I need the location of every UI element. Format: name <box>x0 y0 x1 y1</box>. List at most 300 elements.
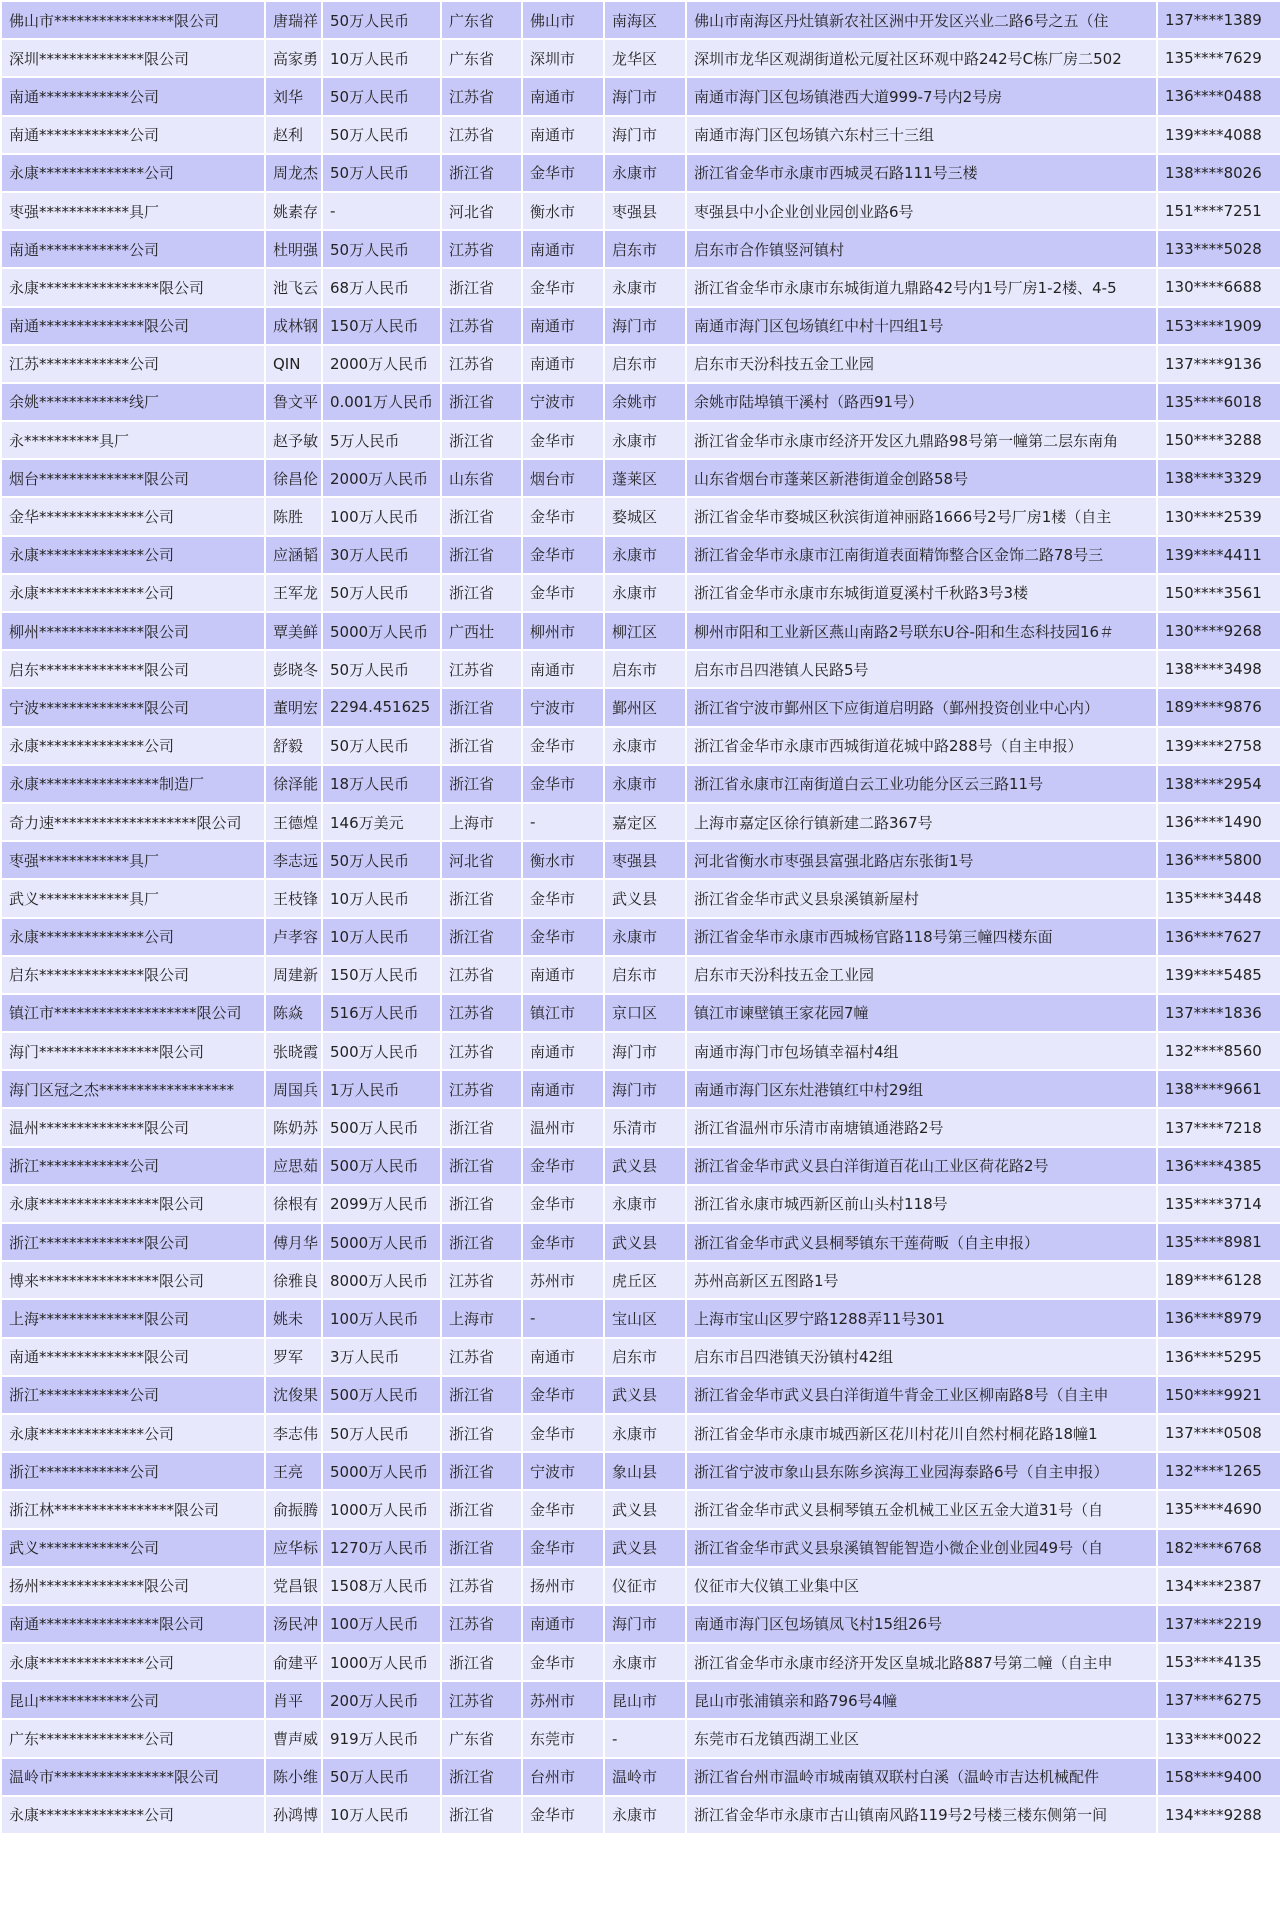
city-cell: 金华市 <box>523 1415 603 1451</box>
city-cell: 金华市 <box>523 575 603 611</box>
registered-capital-cell: 50万人民币 <box>323 1415 440 1451</box>
contact-person-cell: 汤民冲 <box>266 1606 321 1642</box>
table-row <box>2 1033 1280 1069</box>
contact-person-cell: 肖平 <box>266 1682 321 1718</box>
district-cell: 柳江区 <box>605 613 685 649</box>
table-row <box>2 422 1280 458</box>
district-cell: 启东市 <box>605 651 685 687</box>
table-row <box>2 957 1280 993</box>
contact-person-cell: 陈小维 <box>266 1759 321 1795</box>
province-cell: 浙江省 <box>442 422 521 458</box>
city-cell: 南通市 <box>523 957 603 993</box>
company-name-cell: 奇力速*******************限公司 <box>2 804 264 840</box>
registered-capital-cell: 5000万人民币 <box>323 613 440 649</box>
registered-capital-cell: 2000万人民币 <box>323 460 440 496</box>
table-row <box>2 1071 1280 1107</box>
address-cell: 上海市嘉定区徐行镇新建二路367号 <box>687 804 1156 840</box>
city-cell: 金华市 <box>523 1491 603 1527</box>
province-cell: 江苏省 <box>442 231 521 267</box>
province-cell: 江苏省 <box>442 1339 521 1375</box>
registered-capital-cell: 30万人民币 <box>323 537 440 573</box>
contact-person-cell: 王德煌 <box>266 804 321 840</box>
district-cell: 永康市 <box>605 766 685 802</box>
company-name-cell: 江苏************公司 <box>2 346 264 382</box>
phone-cell: 138****3329 <box>1158 460 1280 496</box>
contact-person-cell: 俞建平 <box>266 1644 321 1680</box>
district-cell: 鄞州区 <box>605 689 685 725</box>
contact-person-cell: 王亮 <box>266 1453 321 1489</box>
address-cell: 浙江省金华市永康市城西新区花川村花川自然村桐花路18幢1 <box>687 1415 1156 1451</box>
province-cell: 广东省 <box>442 40 521 76</box>
registered-capital-cell: 2294.451625 <box>323 689 440 725</box>
address-cell: 南通市海门区包场镇港西大道999-7号内2号房 <box>687 78 1156 114</box>
district-cell: 余姚市 <box>605 384 685 420</box>
province-cell: 浙江省 <box>442 537 521 573</box>
address-cell: 浙江省宁波市鄞州区下应街道启明路（鄞州投资创业中心内） <box>687 689 1156 725</box>
address-cell: 浙江省金华市永康市东城街道九鼎路42号内1号厂房1-2楼、4-5 <box>687 269 1156 305</box>
city-cell: 金华市 <box>523 537 603 573</box>
contact-person-cell: 李志远 <box>266 842 321 878</box>
registered-capital-cell: 500万人民币 <box>323 1033 440 1069</box>
phone-cell: 153****4135 <box>1158 1644 1280 1680</box>
contact-person-cell: 杜明强 <box>266 231 321 267</box>
address-cell: 佛山市南海区丹灶镇新农社区洲中开发区兴业二路6号之五（住 <box>687 2 1156 38</box>
city-cell: 金华市 <box>523 1530 603 1566</box>
table-row <box>2 1530 1280 1566</box>
province-cell: 浙江省 <box>442 1186 521 1222</box>
table-row <box>2 1759 1280 1795</box>
address-cell: 河北省衡水市枣强县富强北路店东张街1号 <box>687 842 1156 878</box>
registered-capital-cell: 5000万人民币 <box>323 1224 440 1260</box>
province-cell: 江苏省 <box>442 957 521 993</box>
district-cell: 婺城区 <box>605 498 685 534</box>
address-cell: 南通市海门市包场镇幸福村4组 <box>687 1033 1156 1069</box>
company-name-cell: 浙江************公司 <box>2 1453 264 1489</box>
address-cell: 浙江省金华市永康市古山镇南风路119号2号楼三楼东侧第一间 <box>687 1797 1156 1833</box>
registered-capital-cell: 50万人民币 <box>323 1759 440 1795</box>
address-cell: 东莞市石龙镇西湖工业区 <box>687 1720 1156 1756</box>
company-name-cell: 南通**************限公司 <box>2 308 264 344</box>
city-cell: 南通市 <box>523 231 603 267</box>
company-name-cell: 上海**************限公司 <box>2 1300 264 1336</box>
company-name-cell: 启东**************限公司 <box>2 957 264 993</box>
city-cell: 南通市 <box>523 1033 603 1069</box>
registered-capital-cell: 50万人民币 <box>323 842 440 878</box>
phone-cell: 132****8560 <box>1158 1033 1280 1069</box>
province-cell: 河北省 <box>442 193 521 229</box>
table-row <box>2 1682 1280 1718</box>
city-cell: 金华市 <box>523 269 603 305</box>
registered-capital-cell: 0.001万人民币 <box>323 384 440 420</box>
city-cell: 宁波市 <box>523 384 603 420</box>
province-cell: 浙江省 <box>442 155 521 191</box>
table-row <box>2 919 1280 955</box>
province-cell: 浙江省 <box>442 1644 521 1680</box>
district-cell: 昆山市 <box>605 1682 685 1718</box>
phone-cell: 150****3288 <box>1158 422 1280 458</box>
registered-capital-cell: 1508万人民币 <box>323 1568 440 1604</box>
registered-capital-cell: 1000万人民币 <box>323 1491 440 1527</box>
company-name-cell: 浙江**************限公司 <box>2 1224 264 1260</box>
address-cell: 昆山市张浦镇亲和路796号4幢 <box>687 1682 1156 1718</box>
district-cell: - <box>605 1720 685 1756</box>
registered-capital-cell: 500万人民币 <box>323 1148 440 1184</box>
contact-person-cell: 高家勇 <box>266 40 321 76</box>
address-cell: 浙江省金华市永康市西城灵石路111号三楼 <box>687 155 1156 191</box>
city-cell: 金华市 <box>523 766 603 802</box>
phone-cell: 189****6128 <box>1158 1262 1280 1298</box>
contact-person-cell: 赵予敏 <box>266 422 321 458</box>
province-cell: 江苏省 <box>442 1606 521 1642</box>
city-cell: 台州市 <box>523 1759 603 1795</box>
phone-cell: 153****1909 <box>1158 308 1280 344</box>
city-cell: 扬州市 <box>523 1568 603 1604</box>
table-row <box>2 1644 1280 1680</box>
city-cell: 深圳市 <box>523 40 603 76</box>
district-cell: 启东市 <box>605 1339 685 1375</box>
contact-person-cell: 彭晓冬 <box>266 651 321 687</box>
registered-capital-cell: 5000万人民币 <box>323 1453 440 1489</box>
address-cell: 苏州高新区五图路1号 <box>687 1262 1156 1298</box>
address-cell: 南通市海门区东灶港镇红中村29组 <box>687 1071 1156 1107</box>
phone-cell: 137****7218 <box>1158 1109 1280 1145</box>
province-cell: 浙江省 <box>442 1109 521 1145</box>
contact-person-cell: 陈奶苏 <box>266 1109 321 1145</box>
table-row <box>2 842 1280 878</box>
city-cell: 南通市 <box>523 1071 603 1107</box>
phone-cell: 136****8979 <box>1158 1300 1280 1336</box>
table-row <box>2 1415 1280 1451</box>
district-cell: 宝山区 <box>605 1300 685 1336</box>
registered-capital-cell: 8000万人民币 <box>323 1262 440 1298</box>
registered-capital-cell: 5万人民币 <box>323 422 440 458</box>
address-cell: 浙江省金华市永康市经济开发区九鼎路98号第一幢第二层东南角 <box>687 422 1156 458</box>
phone-cell: 182****6768 <box>1158 1530 1280 1566</box>
city-cell: 金华市 <box>523 1377 603 1413</box>
phone-cell: 134****2387 <box>1158 1568 1280 1604</box>
table-row <box>2 1262 1280 1298</box>
province-cell: 江苏省 <box>442 1071 521 1107</box>
contact-person-cell: 池飞云 <box>266 269 321 305</box>
district-cell: 乐清市 <box>605 1109 685 1145</box>
address-cell: 浙江省金华市永康市江南街道表面精饰整合区金饰二路78号三 <box>687 537 1156 573</box>
district-cell: 永康市 <box>605 919 685 955</box>
city-cell: 南通市 <box>523 78 603 114</box>
province-cell: 浙江省 <box>442 1453 521 1489</box>
city-cell: 金华市 <box>523 919 603 955</box>
address-cell: 上海市宝山区罗宁路1288弄11号301 <box>687 1300 1156 1336</box>
district-cell: 海门市 <box>605 78 685 114</box>
table-row <box>2 1453 1280 1489</box>
province-cell: 浙江省 <box>442 1491 521 1527</box>
contact-person-cell: 应华标 <box>266 1530 321 1566</box>
registered-capital-cell: 150万人民币 <box>323 957 440 993</box>
table-row <box>2 575 1280 611</box>
district-cell: 南海区 <box>605 2 685 38</box>
phone-cell: 137****2219 <box>1158 1606 1280 1642</box>
registered-capital-cell: 50万人民币 <box>323 728 440 764</box>
city-cell: 南通市 <box>523 308 603 344</box>
address-cell: 仪征市大仪镇工业集中区 <box>687 1568 1156 1604</box>
province-cell: 江苏省 <box>442 651 521 687</box>
contact-person-cell: 李志伟 <box>266 1415 321 1451</box>
address-cell: 山东省烟台市蓬莱区新港街道金创路58号 <box>687 460 1156 496</box>
table-row <box>2 117 1280 153</box>
company-name-cell: 镇江市*******************限公司 <box>2 995 264 1031</box>
table-row <box>2 651 1280 687</box>
company-name-cell: 永康**************公司 <box>2 155 264 191</box>
phone-cell: 137****1836 <box>1158 995 1280 1031</box>
registered-capital-cell: 3万人民币 <box>323 1339 440 1375</box>
city-cell: 金华市 <box>523 498 603 534</box>
phone-cell: 137****0508 <box>1158 1415 1280 1451</box>
phone-cell: 136****5295 <box>1158 1339 1280 1375</box>
table-row <box>2 1491 1280 1527</box>
table-row <box>2 689 1280 725</box>
city-cell: 宁波市 <box>523 689 603 725</box>
registered-capital-cell: 500万人民币 <box>323 1109 440 1145</box>
registered-capital-cell: 68万人民币 <box>323 269 440 305</box>
address-cell: 启东市合作镇竖河镇村 <box>687 231 1156 267</box>
phone-cell: 189****9876 <box>1158 689 1280 725</box>
company-name-cell: 枣强************具厂 <box>2 842 264 878</box>
province-cell: 河北省 <box>442 842 521 878</box>
registered-capital-cell: 50万人民币 <box>323 651 440 687</box>
company-name-cell: 浙江************公司 <box>2 1148 264 1184</box>
company-name-cell: 昆山************公司 <box>2 1682 264 1718</box>
city-cell: 镇江市 <box>523 995 603 1031</box>
contact-person-cell: 徐根有 <box>266 1186 321 1222</box>
registered-capital-cell: 516万人民币 <box>323 995 440 1031</box>
company-name-cell: 武义************具厂 <box>2 880 264 916</box>
contact-person-cell: 唐瑞祥 <box>266 2 321 38</box>
district-cell: 永康市 <box>605 269 685 305</box>
city-cell: 南通市 <box>523 651 603 687</box>
phone-cell: 138****3498 <box>1158 651 1280 687</box>
table-row <box>2 78 1280 114</box>
registered-capital-cell: 10万人民币 <box>323 919 440 955</box>
phone-cell: 130****2539 <box>1158 498 1280 534</box>
province-cell: 浙江省 <box>442 575 521 611</box>
phone-cell: 138****9661 <box>1158 1071 1280 1107</box>
company-name-cell: 烟台**************限公司 <box>2 460 264 496</box>
contact-person-cell: 成林钢 <box>266 308 321 344</box>
city-cell: 温州市 <box>523 1109 603 1145</box>
contact-person-cell: 陈焱 <box>266 995 321 1031</box>
table-row <box>2 1148 1280 1184</box>
contact-person-cell: 赵利 <box>266 117 321 153</box>
address-cell: 镇江市谏壁镇王家花园7幢 <box>687 995 1156 1031</box>
province-cell: 江苏省 <box>442 995 521 1031</box>
district-cell: 武义县 <box>605 1491 685 1527</box>
phone-cell: 135****6018 <box>1158 384 1280 420</box>
city-cell: 南通市 <box>523 1339 603 1375</box>
province-cell: 江苏省 <box>442 78 521 114</box>
phone-cell: 139****2758 <box>1158 728 1280 764</box>
company-name-cell: 广东**************公司 <box>2 1720 264 1756</box>
city-cell: 南通市 <box>523 346 603 382</box>
phone-cell: 136****4385 <box>1158 1148 1280 1184</box>
address-cell: 浙江省金华市永康市经济开发区皇城北路887号第二幢（自主申 <box>687 1644 1156 1680</box>
company-name-cell: 海门区冠之杰****************** <box>2 1071 264 1107</box>
registered-capital-cell: 50万人民币 <box>323 117 440 153</box>
province-cell: 江苏省 <box>442 1033 521 1069</box>
province-cell: 江苏省 <box>442 1568 521 1604</box>
table-row <box>2 880 1280 916</box>
company-name-cell: 扬州**************限公司 <box>2 1568 264 1604</box>
contact-person-cell: 陈胜 <box>266 498 321 534</box>
phone-cell: 137****9136 <box>1158 346 1280 382</box>
address-cell: 柳州市阳和工业新区燕山南路2号联东U谷-阳和生态科技园16＃ <box>687 613 1156 649</box>
company-name-cell: 永康**************公司 <box>2 537 264 573</box>
phone-cell: 130****6688 <box>1158 269 1280 305</box>
company-name-cell: 南通************公司 <box>2 117 264 153</box>
table-row <box>2 766 1280 802</box>
city-cell: 苏州市 <box>523 1682 603 1718</box>
city-cell: 金华市 <box>523 728 603 764</box>
table-row <box>2 308 1280 344</box>
contact-person-cell: 张晓霞 <box>266 1033 321 1069</box>
district-cell: 海门市 <box>605 1606 685 1642</box>
address-cell: 深圳市龙华区观湖街道松元厦社区环观中路242号C栋厂房二502 <box>687 40 1156 76</box>
phone-cell: 132****1265 <box>1158 1453 1280 1489</box>
province-cell: 江苏省 <box>442 1262 521 1298</box>
district-cell: 海门市 <box>605 1071 685 1107</box>
contact-person-cell: 徐雅良 <box>266 1262 321 1298</box>
contact-person-cell: 党昌银 <box>266 1568 321 1604</box>
registered-capital-cell: 1000万人民币 <box>323 1644 440 1680</box>
city-cell: 衡水市 <box>523 842 603 878</box>
phone-cell: 133****5028 <box>1158 231 1280 267</box>
company-name-cell: 启东**************限公司 <box>2 651 264 687</box>
district-cell: 武义县 <box>605 1148 685 1184</box>
company-name-cell: 金华**************公司 <box>2 498 264 534</box>
district-cell: 武义县 <box>605 880 685 916</box>
address-cell: 浙江省金华市武义县泉溪镇新屋村 <box>687 880 1156 916</box>
table-row <box>2 1797 1280 1833</box>
district-cell: 启东市 <box>605 346 685 382</box>
district-cell: 启东市 <box>605 957 685 993</box>
registered-capital-cell: 2099万人民币 <box>323 1186 440 1222</box>
city-cell: 南通市 <box>523 117 603 153</box>
company-name-cell: 浙江林****************限公司 <box>2 1491 264 1527</box>
province-cell: 浙江省 <box>442 880 521 916</box>
province-cell: 江苏省 <box>442 117 521 153</box>
district-cell: 象山县 <box>605 1453 685 1489</box>
city-cell: 金华市 <box>523 1797 603 1833</box>
district-cell: 龙华区 <box>605 40 685 76</box>
registered-capital-cell: 10万人民币 <box>323 1797 440 1833</box>
contact-person-cell: 徐泽能 <box>266 766 321 802</box>
table-row <box>2 1186 1280 1222</box>
phone-cell: 135****8981 <box>1158 1224 1280 1260</box>
contact-person-cell: 王军龙 <box>266 575 321 611</box>
company-name-cell: 南通************公司 <box>2 78 264 114</box>
phone-cell: 136****0488 <box>1158 78 1280 114</box>
table-row <box>2 460 1280 496</box>
phone-cell: 133****0022 <box>1158 1720 1280 1756</box>
company-name-cell: 余姚************线厂 <box>2 384 264 420</box>
table-row <box>2 1720 1280 1756</box>
phone-cell: 139****4411 <box>1158 537 1280 573</box>
contact-person-cell: 应涵韬 <box>266 537 321 573</box>
address-cell: 启东市吕四港镇天汾镇村42组 <box>687 1339 1156 1375</box>
contact-person-cell: QIN <box>266 346 321 382</box>
contact-person-cell: 罗军 <box>266 1339 321 1375</box>
province-cell: 浙江省 <box>442 384 521 420</box>
district-cell: 枣强县 <box>605 842 685 878</box>
district-cell: 海门市 <box>605 308 685 344</box>
city-cell: 金华市 <box>523 880 603 916</box>
phone-cell: 151****7251 <box>1158 193 1280 229</box>
registered-capital-cell: 18万人民币 <box>323 766 440 802</box>
address-cell: 浙江省金华市永康市东城街道夏溪村千秋路3号3楼 <box>687 575 1156 611</box>
company-name-cell: 海门****************限公司 <box>2 1033 264 1069</box>
province-cell: 浙江省 <box>442 1415 521 1451</box>
registered-capital-cell: 10万人民币 <box>323 880 440 916</box>
district-cell: 永康市 <box>605 1415 685 1451</box>
address-cell: 浙江省金华市武义县泉溪镇智能智造小微企业创业园49号（自 <box>687 1530 1156 1566</box>
province-cell: 江苏省 <box>442 346 521 382</box>
table-row <box>2 155 1280 191</box>
district-cell: 海门市 <box>605 117 685 153</box>
table-row <box>2 231 1280 267</box>
city-cell: 烟台市 <box>523 460 603 496</box>
registered-capital-cell: 2000万人民币 <box>323 346 440 382</box>
registered-capital-cell: 50万人民币 <box>323 2 440 38</box>
phone-cell: 135****7629 <box>1158 40 1280 76</box>
province-cell: 浙江省 <box>442 1530 521 1566</box>
district-cell: 仪征市 <box>605 1568 685 1604</box>
contact-person-cell: 姚素存 <box>266 193 321 229</box>
company-name-cell: 温岭市****************限公司 <box>2 1759 264 1795</box>
district-cell: 永康市 <box>605 728 685 764</box>
company-name-cell: 武义************公司 <box>2 1530 264 1566</box>
company-name-cell: 深圳**************限公司 <box>2 40 264 76</box>
city-cell: 金华市 <box>523 155 603 191</box>
district-cell: 启东市 <box>605 231 685 267</box>
company-name-cell: 柳州**************限公司 <box>2 613 264 649</box>
province-cell: 浙江省 <box>442 919 521 955</box>
city-cell: 南通市 <box>523 1606 603 1642</box>
registered-capital-cell: 150万人民币 <box>323 308 440 344</box>
city-cell: 衡水市 <box>523 193 603 229</box>
table-row <box>2 1377 1280 1413</box>
company-name-cell: 博来****************限公司 <box>2 1262 264 1298</box>
province-cell: 上海市 <box>442 804 521 840</box>
table-row <box>2 384 1280 420</box>
contact-person-cell: 周国兵 <box>266 1071 321 1107</box>
address-cell: 浙江省金华市武义县桐琴镇东干莲荷畈（自主申报） <box>687 1224 1156 1260</box>
contact-person-cell: 刘华 <box>266 78 321 114</box>
province-cell: 山东省 <box>442 460 521 496</box>
registered-capital-cell: 500万人民币 <box>323 1377 440 1413</box>
phone-cell: 139****5485 <box>1158 957 1280 993</box>
district-cell: 永康市 <box>605 537 685 573</box>
city-cell: 金华市 <box>523 1148 603 1184</box>
contact-person-cell: 沈俊果 <box>266 1377 321 1413</box>
company-name-cell: 永**********具厂 <box>2 422 264 458</box>
contact-person-cell: 王枝锋 <box>266 880 321 916</box>
company-name-cell: 永康**************公司 <box>2 575 264 611</box>
table-row <box>2 1339 1280 1375</box>
registered-capital-cell: 1万人民币 <box>323 1071 440 1107</box>
contact-person-cell: 舒毅 <box>266 728 321 764</box>
registered-capital-cell: 100万人民币 <box>323 1606 440 1642</box>
phone-cell: 130****9268 <box>1158 613 1280 649</box>
company-name-cell: 永康****************限公司 <box>2 1186 264 1222</box>
company-name-cell: 永康****************限公司 <box>2 269 264 305</box>
